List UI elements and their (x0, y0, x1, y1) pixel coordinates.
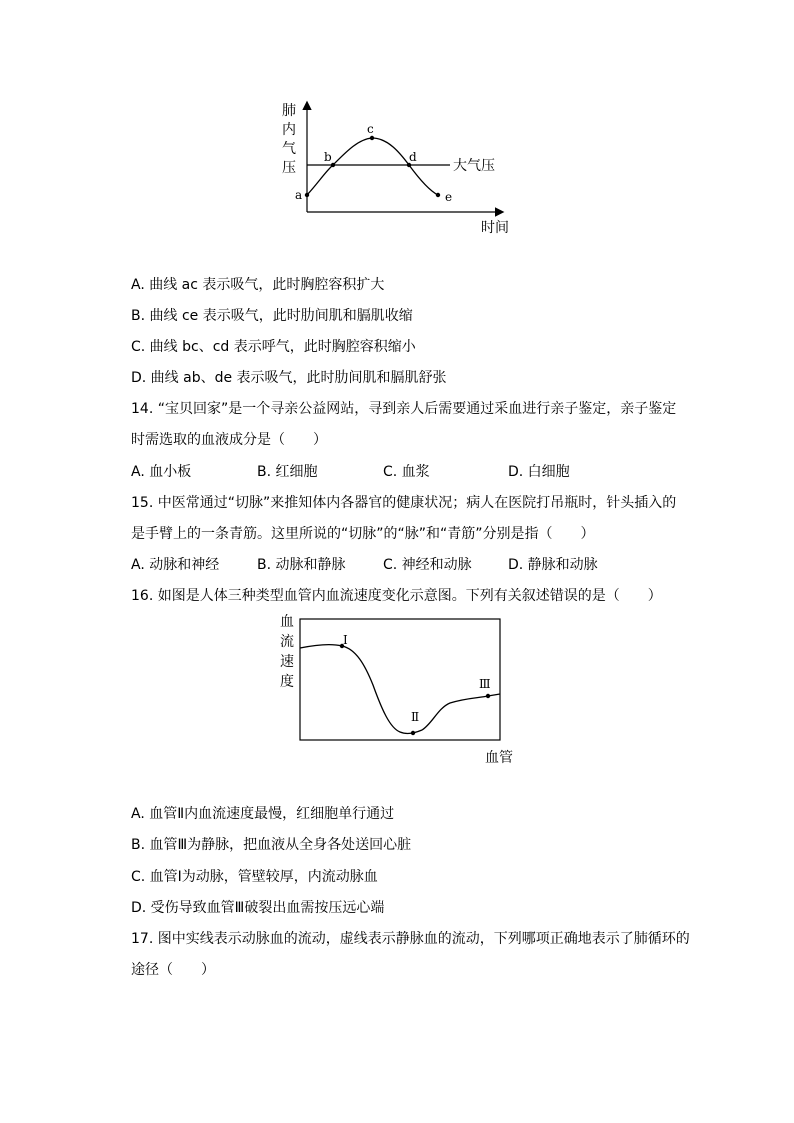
label-e: e (445, 190, 453, 204)
point-c (370, 136, 374, 140)
q14-stem-line1: 14. “宝贝回家”是一个寻亲公益网站，寻到亲人后需要通过采血进行亲子鉴定，亲子鉴定 (131, 401, 677, 417)
q16-option-c: C. 血管Ⅰ为动脉，管壁较厚，内流动脉血 (131, 869, 378, 885)
plot-frame (300, 619, 500, 740)
q16-stem: 16. 如图是人体三种类型血管内血流速度变化示意图。下列有关叙述错误的是（ ） (131, 588, 662, 604)
y-axis-label-3: 速 (280, 654, 294, 670)
q15-stem-line1: 15. 中医常通过“切脉”来推知体内各器官的健康状况；病人在医院打吊瓶时，针头插入的 (131, 495, 677, 511)
q14-option-b: B. 红细胞 (257, 464, 318, 480)
q13-option-d: D. 曲线 ab、de 表示吸气，此时肋间肌和膈肌舒张 (131, 370, 447, 386)
q14-option-c: C. 血浆 (383, 464, 430, 480)
q16-option-d: D. 受伤导致血管Ⅲ破裂出血需按压远心端 (131, 900, 385, 916)
point-a (305, 193, 309, 197)
q13-option-a: A. 曲线 ac 表示吸气，此时胸腔容积扩大 (131, 277, 385, 293)
y-axis-label-1: 肺 (282, 103, 296, 119)
q13-option-b: B. 曲线 ce 表示吸气，此时肋间肌和膈肌收缩 (131, 308, 413, 324)
q15-option-a: A. 动脉和神经 (131, 557, 220, 573)
label-c: c (367, 122, 374, 136)
q15-stem-line2: 是手臂上的一条青筋。这里所说的“切脉”的“脉”和“青筋”分别是指（ ） (131, 526, 595, 542)
q15-option-c: C. 神经和动脉 (383, 557, 472, 573)
y-axis-label-2: 流 (280, 634, 294, 650)
label-a: a (295, 188, 303, 202)
y-axis-label-4: 压 (282, 160, 296, 176)
label-b: b (324, 150, 332, 164)
y-axis-label-4: 度 (280, 674, 294, 690)
lung-pressure-figure (270, 95, 520, 245)
q16-option-b: B. 血管Ⅲ为静脉，把血液从全身各处送回心脏 (131, 837, 412, 853)
q15-option-d: D. 静脉和动脉 (508, 557, 598, 573)
q14-option-a: A. 血小板 (131, 464, 192, 480)
label-I: Ⅰ (343, 633, 348, 647)
point-II (411, 731, 415, 735)
label-II: Ⅱ (411, 710, 420, 724)
pressure-curve (307, 138, 438, 195)
reference-label: 大气压 (453, 158, 495, 174)
x-axis-label: 时间 (481, 220, 509, 236)
q16-option-a: A. 血管Ⅱ内血流速度最慢，红细胞单行通过 (131, 806, 395, 822)
y-axis-label-2: 内 (282, 122, 296, 138)
q14-option-d: D. 白细胞 (508, 464, 570, 480)
label-d: d (409, 150, 417, 164)
q13-option-c: C. 曲线 bc、cd 表示呼气，此时胸腔容积缩小 (131, 339, 416, 355)
q17-stem-line1: 17. 图中实线表示动脉血的流动，虚线表示静脉血的流动，下列哪项正确地表示了肺循环的 (131, 931, 690, 947)
q15-option-b: B. 动脉和静脉 (257, 557, 346, 573)
blood-flow-figure (270, 610, 530, 775)
y-axis-label-1: 血 (280, 614, 294, 630)
x-axis-label: 血管 (485, 750, 513, 766)
q17-stem-line2: 途径（ ） (131, 962, 215, 978)
label-III: Ⅲ (479, 677, 491, 691)
y-axis-label-3: 气 (282, 141, 296, 157)
point-III (486, 694, 490, 698)
velocity-curve (300, 645, 500, 734)
q14-stem-line2: 时需选取的血液成分是（ ） (131, 432, 327, 448)
point-e (436, 193, 440, 197)
